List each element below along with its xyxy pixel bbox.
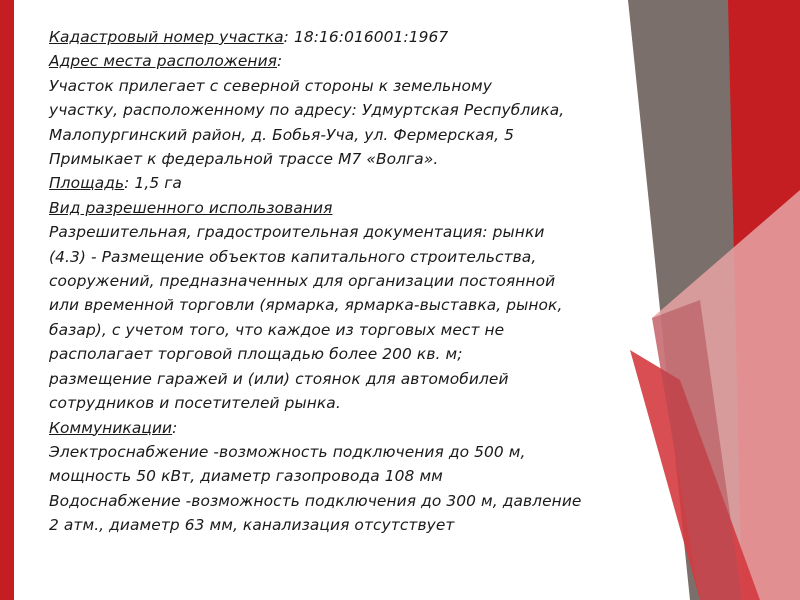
text-line: Электроснабжение -возможность подключения до 500 м, — [49, 442, 526, 461]
cadastral-number-value: : 18:16:016001:1967 — [283, 28, 449, 46]
location-address-line — [49, 49, 619, 73]
permitted-use-line — [49, 196, 619, 220]
text-line: базар), с учетом того, что каждое из торговых мест не — [49, 320, 505, 339]
text-line: располагает торговой площадью более 200 кв. м; — [49, 345, 463, 364]
cadastral-number-label: Кадастровый номер участка — [49, 28, 284, 46]
communications-line — [49, 416, 619, 440]
text-line: 2 атм., диаметр 63 мм, канализация отсутствует — [49, 516, 455, 535]
text-line: участку, расположенному по адресу: Удмуртская Республика, — [49, 101, 565, 120]
text-line: размещение гаражей и (или) стоянок для автомобилей — [49, 369, 509, 388]
text-line: или временной торговли (ярмарка, ярмарка-выставка, рынок, — [49, 296, 563, 315]
area-value: : 1,5 га — [124, 174, 182, 193]
text-line: Примыкает к федеральной трассе М7 «Волга». — [49, 150, 439, 169]
text-line: Разрешительная, градостроительная документация: рынки — [49, 223, 545, 242]
text-line: (4.3) - Размещение объектов капитального строительства, — [49, 247, 537, 266]
communications-label: Коммуникации — [49, 418, 173, 437]
communications-colon: : — [172, 418, 178, 437]
text-line: мощность 50 кВт, диаметр газопровода 108 мм — [49, 467, 443, 486]
area-label: Площадь — [49, 174, 125, 193]
text-line: Водоснабжение -возможность подключения до 300 м, давление — [49, 491, 582, 510]
text-line: Участок прилегает с северной стороны к земельному — [49, 76, 492, 95]
parcel-info-text — [49, 25, 619, 538]
area-line — [49, 171, 619, 195]
location-address-colon: : — [277, 52, 283, 71]
cadastral-number-line — [49, 25, 619, 49]
text-line: Малопургинский район, д. Бобья-Уча, ул. Фермерская, 5 — [49, 125, 515, 144]
permitted-use-label: Вид разрешенного использования — [49, 198, 333, 217]
text-line: сооружений, предназначенных для организации постоянной — [49, 272, 556, 291]
text-line: сотрудников и посетителей рынка. — [49, 394, 341, 413]
location-address-label: Адрес места расположения — [49, 52, 278, 71]
